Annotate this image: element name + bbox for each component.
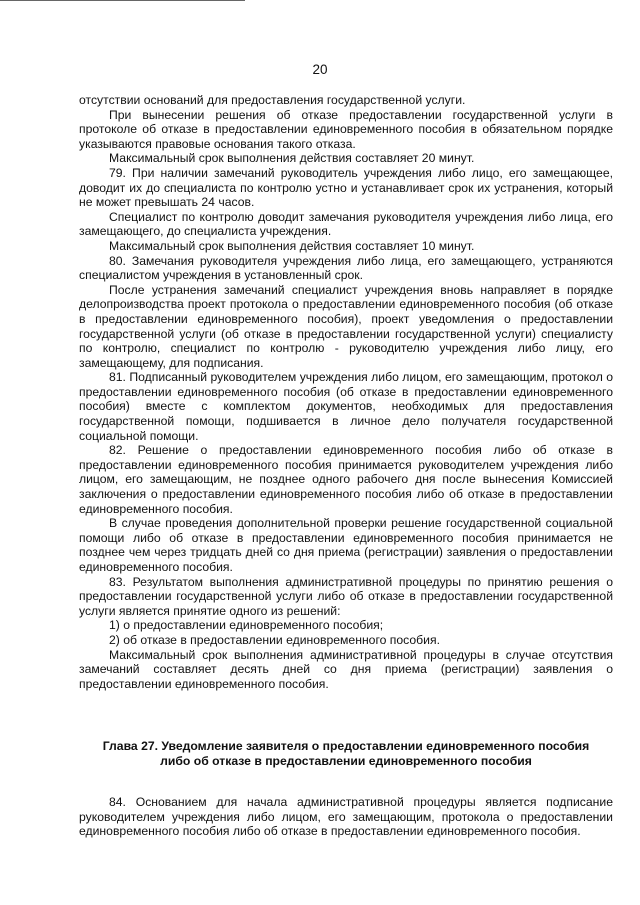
paragraph: Специалист по контролю доводит замечания руководителя учреждения либо лица, его замещающего, до специалиста учреждения. (79, 209, 613, 239)
paragraph: отсутствии оснований для предоставления государственной услуги. (79, 93, 466, 107)
list-item: 2) об отказе в предоставлении единовременного пособия. (109, 632, 440, 647)
paragraph: 80. Замечания руководителя учреждения либо лица, его замещающего, устраняются специалистом учреждения в установленный срок. (79, 253, 613, 283)
chapter-body (79, 795, 613, 839)
paragraph: Максимальный срок выполнения действия составляет 20 минут. (109, 151, 475, 166)
paragraph: 82. Решение о предоставлении единовременного пособия либо об отказе в предоставлении единовременного пособия принимается руководителем учреждения либо лицом, его замещающим, не позднее одного рабочего дня после вынесения Комиссией заключения о предоставлении единовременного пособия либо об отказе в предоставлении единовременного пособия. (79, 443, 613, 516)
paragraph: После устранения замечаний специалист учреждения вновь направляет в порядке делопроизводства проект протокола о предоставлении единовременного пособия (об отказе в предоставлении единовременного пособия), проект уведомления о предоставлении государственной услуги (об отказе в предоставлении государственной услуги) специалисту по контролю, специалист по контролю - руководителю учреждения либо лицу, его замещающему, для подписания. (79, 282, 613, 370)
paragraph: Максимальный срок выполнения административной процедуры в случае отсутствия замечаний составляет десять дней со дня приема (регистрации) заявления о предоставлении единовременного пособия. (79, 647, 613, 691)
paragraph: В случае проведения дополнительной проверки решение государственной социальной помощи либо об отказе в предоставлении единовременного пособия принимается не позднее чем через тридцать дней со дня приема (регистрации) заявления о предоставлении единовременного пособия. (79, 516, 613, 574)
chapter-title-line: Глава 27. Уведомление заявителя о предоставлении единовременного пособия (102, 739, 590, 753)
body-text (79, 93, 613, 691)
paragraph: 79. При наличии замечаний руководитель учреждения либо лицо, его замещающее, доводит их до специалиста по контролю устно и устанавливает срок их устранения, который не может превышать 24 часов. (79, 165, 613, 210)
paragraph: 81. Подписанный руководителем учреждения либо лицом, его замещающим, протокол о предоставлении единовременного пособия (об отказе в предоставлении единовременного пособия) вместе с комплектом документов, необходимых для предоставления государственной помощи, подшивается в личное дело получателя государственной социальной помощи. (79, 370, 613, 443)
chapter-title-line: либо об отказе в предоставлении единовременного пособия (160, 753, 532, 768)
list-item: 1) о предоставлении единовременного пособия; (109, 618, 384, 633)
paragraph: 84. Основанием для начала административной процедуры является подписание руководителем учреждения либо лицом, его замещающим, протокола о предоставлении единовременного пособия либо об отказе в предоставлении единовременного пособия. (79, 795, 613, 839)
chapter-title (79, 739, 613, 768)
top-rule (0, 0, 245, 1)
paragraph: 83. Результатом выполнения административной процедуры по принятию решения о предоставлении государственной услуги либо об отказе в предоставлении государственной услуги является принятие одного из решений: (79, 574, 613, 618)
paragraph: Максимальный срок выполнения действия составляет 10 минут. (109, 238, 475, 253)
page-number: 20 (312, 62, 328, 77)
paragraph: При вынесении решения об отказе предоставлении государственной услуги в протоколе об отказе в предоставлении единовременного пособия в обязательном порядке указываются правовые основания такого отказа. (79, 107, 613, 151)
